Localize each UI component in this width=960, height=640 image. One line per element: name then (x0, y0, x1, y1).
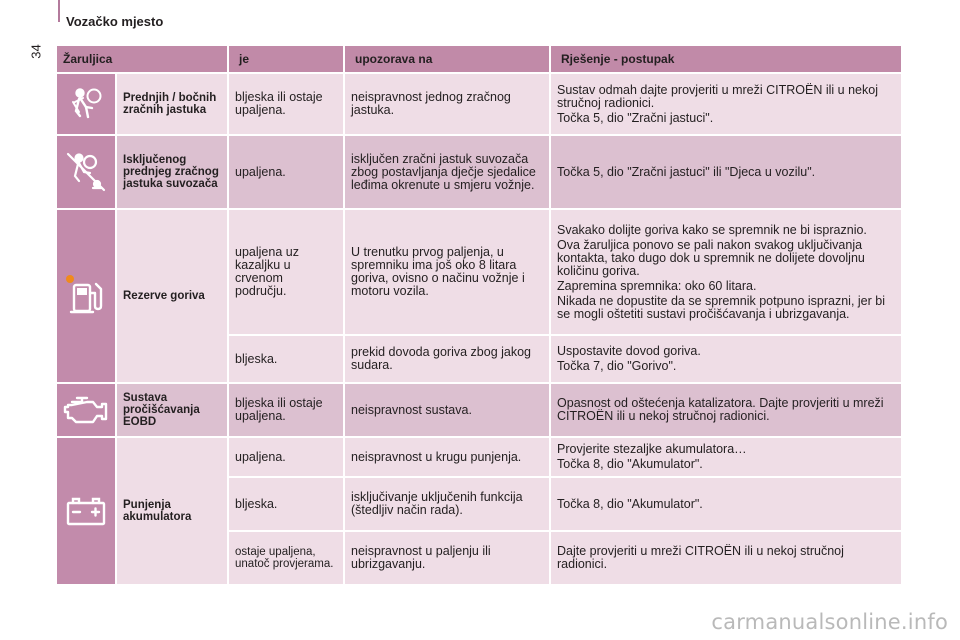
solution-cell (551, 478, 903, 532)
solution-text: Točka 5, dio "Zračni jastuci". (557, 110, 714, 125)
warns-text: isključen zračni jastuk suvozača zbog postavljanja dječje sjedalice leđima okrenute u smjeru vožnje. (345, 136, 551, 210)
solution-text: Dajte provjeriti u mreži CITROËN ili u nekoj stručnoj radionici. (557, 544, 844, 571)
solution-cell (551, 336, 903, 384)
table-row (57, 438, 903, 478)
state-text: upaljena. (229, 438, 345, 478)
icon-cell (57, 384, 117, 438)
warns-text: neispravnost jednog zračnog jastuka. (345, 74, 551, 136)
solution-text: Točka 5, dio "Zračni jastuci" ili "Djeca u vozilu". (557, 164, 816, 179)
table-row (57, 384, 903, 438)
header-light: Žaruljica (57, 46, 229, 74)
solution-text: Sustav odmah dajte provjeriti u mreži CITROËN ili u nekoj stručnoj radionici. (557, 82, 878, 110)
icon-cell (57, 74, 117, 136)
airbag-warning-icon (66, 84, 106, 124)
state-text: upaljena uz kazaljku u crvenom području. (229, 210, 345, 336)
chapter-title: Vozačko mjesto (66, 14, 164, 29)
side-accent-bar (58, 0, 60, 22)
watermark: carmanualsonline.info (711, 610, 948, 634)
solution-cell (551, 210, 903, 336)
warns-text: isključivanje uključenih funkcija (štedljiv način rada). (345, 478, 551, 532)
light-name: Sustava pročišćavanja EOBD (117, 384, 229, 438)
solution-cell (551, 384, 903, 438)
warns-text: prekid dovoda goriva zbog jakog sudara. (345, 336, 551, 384)
state-text: upaljena. (229, 136, 345, 210)
warns-text: U trenutku prvog paljenja, u spremniku ima još oko 8 litara goriva, ovisno o načinu vožnje i motoru vozila. (345, 210, 551, 336)
solution-text: Nikada ne dopustite da se spremnik potpuno isprazni, jer bi se mogli oštetiti sustavi pročišćavanja i ubrizgavanja. (557, 293, 885, 321)
page-number: 34 (28, 44, 44, 59)
state-text: bljeska. (229, 336, 345, 384)
solution-cell (551, 136, 903, 210)
state-text: bljeska ili ostaje upaljena. (229, 74, 345, 136)
fuel-pump-icon (64, 271, 108, 321)
solution-text: Zapremina spremnika: oko 60 litara. (557, 278, 757, 293)
light-name: Rezerve goriva (117, 210, 229, 384)
solution-text: Ova žaruljica ponovo se pali nakon svakog uključivanja kontakta, tako dugo dok u spremnik ne dolijete dovoljnu količinu goriva. (557, 237, 865, 278)
engine-check-icon (62, 393, 110, 427)
warning-lights-table (57, 46, 903, 586)
state-text: ostaje upaljena, unatoč provjerama. (229, 532, 345, 586)
solution-cell (551, 74, 903, 136)
icon-cell (57, 136, 117, 210)
table-row (57, 136, 903, 210)
solution-text: Točka 8, dio "Akumulator". (557, 457, 703, 471)
icon-cell (57, 210, 117, 384)
warns-text: neispravnost sustava. (345, 384, 551, 438)
warns-text: neispravnost u krugu punjenja. (345, 438, 551, 478)
light-name: Punjenja akumulatora (117, 438, 229, 586)
state-text: bljeska ili ostaje upaljena. (229, 384, 345, 438)
icon-cell (57, 438, 117, 586)
state-text: bljeska. (229, 478, 345, 532)
solution-text: Provjerite stezaljke akumulatora… (557, 442, 747, 456)
solution-text: Uspostavite dovod goriva. (557, 344, 701, 358)
solution-text: Svakako dolijte goriva kako se spremnik ne bi ispraznio. (557, 222, 867, 237)
header-solution: Rješenje - postupak (551, 46, 903, 74)
table-header-row (57, 46, 903, 74)
solution-cell (551, 438, 903, 478)
header-warns: upozorava na (345, 46, 551, 74)
solution-cell (551, 532, 903, 586)
light-name: Isključenog prednjeg zračnog jastuka suvozača (117, 136, 229, 210)
table-row (57, 210, 903, 336)
solution-text: Točka 7, dio "Gorivo". (557, 359, 677, 373)
solution-text: Opasnost od oštećenja katalizatora. Dajte provjeriti u mreži CITROËN ili u nekoj stručnoj radionici. (557, 396, 884, 423)
battery-icon (64, 495, 108, 527)
solution-text: Točka 8, dio "Akumulator". (557, 496, 703, 511)
header-state: je (229, 46, 345, 74)
table-row (57, 74, 903, 136)
passenger-airbag-off-icon (64, 150, 108, 194)
light-name: Prednjih / bočnih zračnih jastuka (117, 74, 229, 136)
warns-text: neispravnost u paljenju ili ubrizgavanju. (345, 532, 551, 586)
